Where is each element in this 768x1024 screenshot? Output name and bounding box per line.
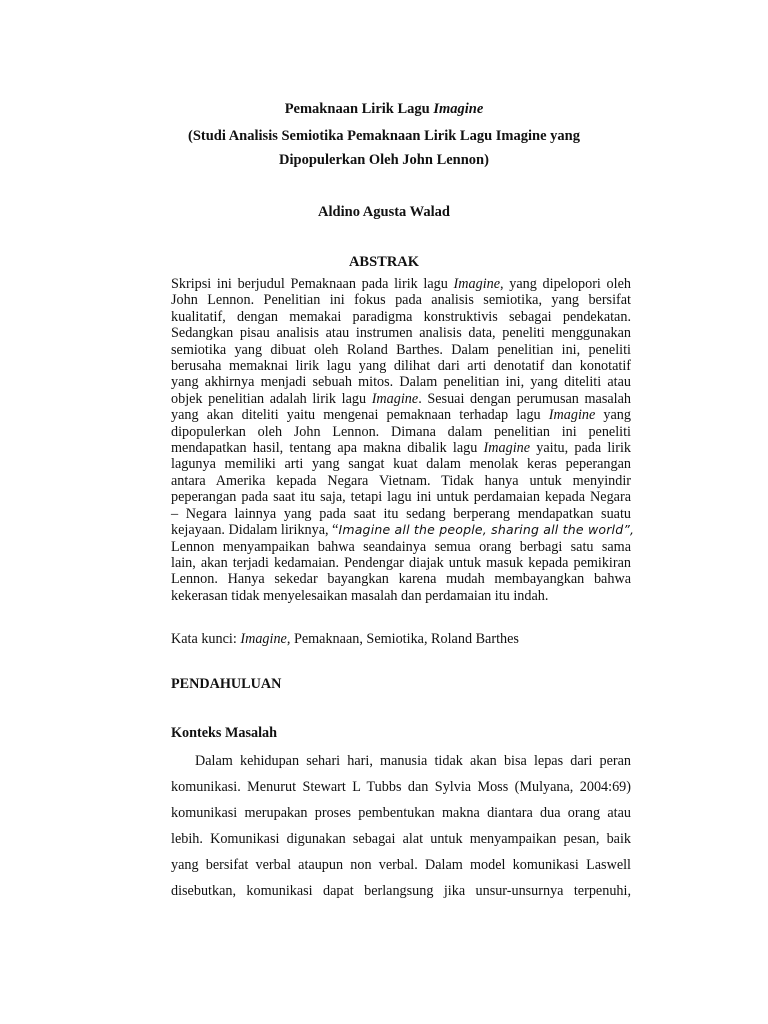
abstract-italic-term: Imagine bbox=[483, 440, 531, 457]
abstract-line bbox=[171, 292, 631, 308]
abstract-body bbox=[171, 276, 635, 604]
abstract-text: yaitu, pada lirik bbox=[530, 440, 631, 457]
paper-title bbox=[0, 101, 768, 118]
section-heading: PENDAHULUAN bbox=[171, 676, 282, 692]
body-line: Dalam kehidupan sehari hari, manusia tidak akan bisa lepas dari peran bbox=[195, 753, 631, 769]
keywords-italic: Imagine bbox=[240, 631, 287, 647]
body-paragraph bbox=[171, 748, 631, 904]
abstract-lines bbox=[171, 276, 631, 522]
abstract-line bbox=[171, 473, 631, 489]
abstract-text: objek penelitian adalah lirik lagu bbox=[171, 390, 372, 407]
abstract-text: lagunya memiliki arti yang sangat kuat dalam menolak keras peperangan bbox=[171, 456, 631, 473]
abstract-text: yang akan diteliti yaitu mengenai pemaknaan terhadap lagu bbox=[171, 407, 549, 424]
abstract-line bbox=[171, 407, 631, 423]
author-name: Aldino Agusta Walad bbox=[318, 204, 450, 220]
abstract-text: dipopulerkan oleh John Lennon. Dimana dalam penelitian ini peneliti bbox=[171, 423, 631, 440]
abstract-line: Lennon. Hanya sekedar bayangkan karena mudah membayangkan bahwa bbox=[171, 571, 631, 588]
abstract-text: Skripsi ini berjudul Pemaknaan pada lirik lagu bbox=[171, 276, 454, 292]
paper-subtitle-line-2: Dipopulerkan Oleh John Lennon) bbox=[279, 152, 489, 168]
abstract-italic-term: Imagine bbox=[371, 390, 419, 407]
keywords-rest: , Pemaknaan, Semiotika, Roland Barthes bbox=[286, 631, 519, 647]
abstract-line bbox=[171, 325, 631, 341]
body-line: lebih. Komunikasi digunakan sebagai alat untuk menyampaikan pesan, baik bbox=[171, 831, 631, 847]
abstract-line bbox=[171, 358, 631, 374]
abstract-line bbox=[171, 391, 631, 407]
body-line: komunikasi. Menurut Stewart L Tubbs dan Sylvia Moss (Mulyana, 2004:69) bbox=[171, 779, 631, 795]
abstract-line bbox=[171, 489, 631, 505]
abstract-line: Lennon menyampaikan bahwa seandainya semua orang berbagi satu sama bbox=[171, 538, 631, 555]
abstract-heading: ABSTRAK bbox=[348, 254, 420, 270]
paper-title-italic: Imagine bbox=[433, 101, 484, 117]
keywords-label: Kata kunci: bbox=[171, 631, 241, 647]
abstract-text: antara Amerika kepada Negara Vietnam. Tidak hanya untuk menyindir bbox=[171, 472, 631, 489]
abstract-line bbox=[171, 424, 631, 440]
abstract-italic-term: Imagine bbox=[453, 276, 501, 292]
subsection-heading: Konteks Masalah bbox=[171, 725, 278, 741]
abstract-text: semiotika yang dibuat oleh Roland Barthes. Dalam penelitian ini, peneliti bbox=[171, 341, 631, 358]
abstract-text: berusaha memaknai lirik lagu yang dilihat dari arti denotatif dan konotatif bbox=[171, 358, 631, 375]
abstract-text: yang bbox=[595, 407, 631, 424]
abstract-quote-line bbox=[171, 522, 635, 539]
abstract-text: kualitatif, dengan memakai paradigma konstruktivis sebagai pendekatan. bbox=[171, 308, 631, 325]
abstract-italic-term: Imagine bbox=[548, 407, 596, 424]
abstract-line bbox=[171, 506, 631, 522]
abstract-quote-prefix: kejayaan. Didalam liriknya, “ bbox=[171, 522, 339, 539]
body-line: yang bersifat verbal ataupun non verbal. Dalam model komunikasi Laswell bbox=[171, 857, 631, 873]
abstract-text: peperangan pada saat itu saja, tetapi lagu ini untuk perdamaian kepada Negara bbox=[171, 489, 631, 506]
abstract-text: yang akhirnya menjadi sebuah mitos. Dalam penelitian ini, yang diteliti atau bbox=[171, 374, 631, 391]
paper-subtitle-line-1: (Studi Analisis Semiotika Pemaknaan Lirik Lagu Imagine yang bbox=[188, 128, 580, 144]
abstract-tail-lines bbox=[171, 539, 631, 605]
abstract-text: . Sesuai dengan perumusan masalah bbox=[418, 390, 631, 407]
abstract-text: Sedangkan pisau analisis atau instrumen analisis data, peneliti menggunakan bbox=[171, 325, 631, 342]
abstract-line bbox=[171, 456, 631, 472]
abstract-text: , yang dipelopori oleh bbox=[500, 276, 631, 292]
abstract-lyric-quote: Imagine all the people, sharing all the world”, bbox=[338, 522, 635, 538]
body-line: disebutkan, komunikasi dapat berlangsung jika unsur-unsurnya terpenuhi, bbox=[171, 883, 631, 899]
abstract-text: John Lennon. Penelitian ini fokus pada analisis semiotika, yang bersifat bbox=[171, 292, 631, 309]
keywords-line bbox=[171, 631, 519, 648]
abstract-line: kekerasan tidak menyelesaikan masalah dan perdamaian itu indah. bbox=[171, 587, 549, 604]
abstract-line: lain, akan terjadi kedamaian. Pendengar diajak untuk masuk kepada pemikiran bbox=[171, 554, 631, 571]
abstract-line bbox=[171, 342, 631, 358]
body-line: komunikasi merupakan proses pembentukan makna diantara dua orang atau bbox=[171, 805, 631, 821]
abstract-line bbox=[171, 374, 631, 390]
abstract-line bbox=[171, 309, 631, 325]
abstract-text: – Negara lainnya yang pada saat itu sedang berperang mendapatkan suatu bbox=[171, 505, 631, 522]
abstract-text: mendapatkan hasil, tentang apa makna dibalik lagu bbox=[171, 440, 484, 457]
abstract-line bbox=[171, 440, 631, 456]
paper-title-text: Pemaknaan Lirik Lagu bbox=[284, 101, 434, 117]
abstract-line bbox=[171, 276, 631, 292]
